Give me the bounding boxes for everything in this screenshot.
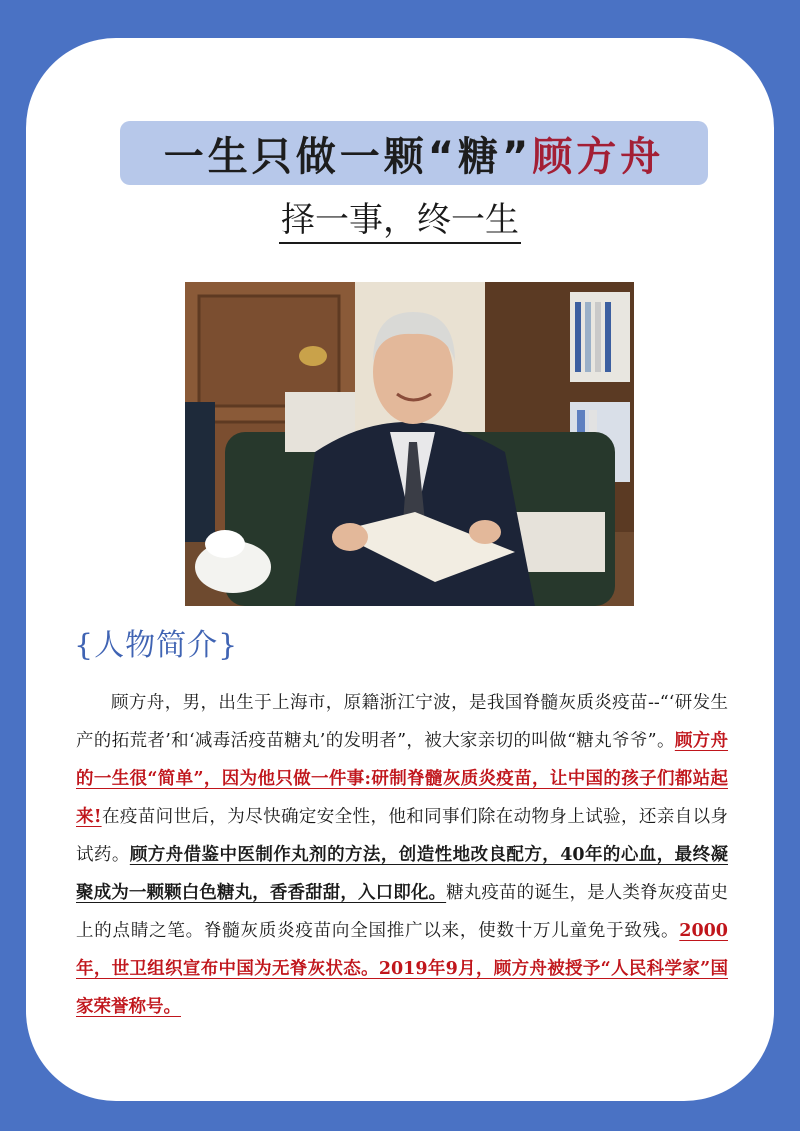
bio-impact: 糖丸疫苗的诞生，是人类脊灰疫苗史上的点睛之笔。脊髓灰质炎疫苗向全国推广以来，使数十万儿童免于致残。 [76,883,728,941]
title-banner [120,121,708,185]
biography-paragraph [76,684,728,1026]
portrait-photo [185,282,634,606]
portrait-photo-icon [185,282,634,606]
bio-highlight-red: 顾方舟的一生很“简单”，因为他只做一件事:研制脊髓灰质炎疫苗，让中国的孩子们都站起来! [76,731,729,827]
bio-intro: 顾方舟，男，出生于上海市，原籍浙江宁波，是我国脊髓灰质炎疫苗--“‘研发生产的拓荒者’和‘减毒活疫苗糖丸’的发明者”，被大家亲切的叫做“糖丸爷爷”。 [76,693,728,751]
subtitle [0,192,800,241]
bio-honors-red: 2000年，世卫组织宣布中国为无脊灰状态。2019年9月，顾方舟被授予“人民科学家”国家荣誉称号。 [76,921,728,1017]
bio-testing: 在疫苗问世后，为尽快确定安全性，他和同事们除在动物身上试验，还亲自以身试药。 [76,807,729,865]
title-main: 一生只做一颗“糖” [163,133,533,180]
bio-highlight-bold: 顾方舟借鉴中医制作丸剂的方法，创造性地改良配方，40年的心血，最终凝聚成为一颗颗白色糖丸，香香甜甜，入口即化。 [76,845,729,903]
section-heading: {人物简介} [74,628,239,663]
title-name: 顾方舟 [532,133,665,180]
subtitle-text: 择一事，终一生 [279,200,521,244]
